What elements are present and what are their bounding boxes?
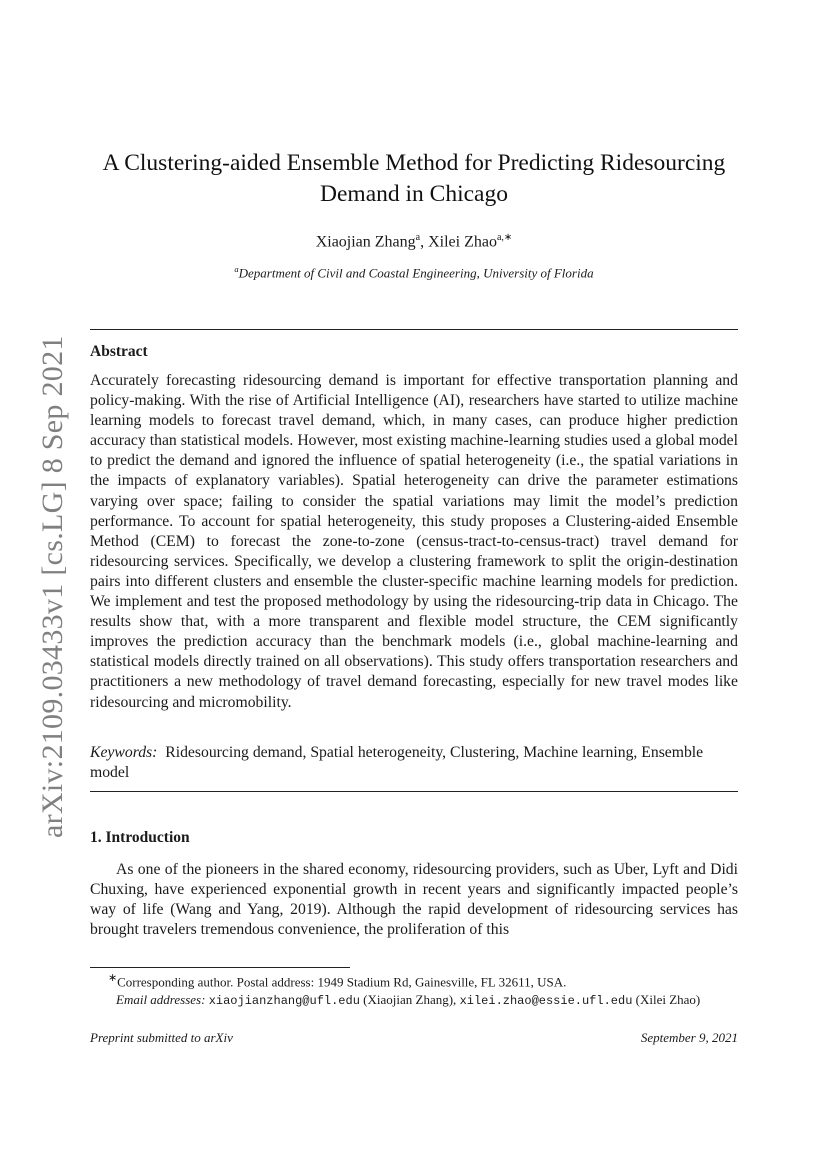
affiliation [90, 264, 738, 281]
author-name: Xiaojian Zhang [315, 233, 416, 251]
keywords [90, 743, 738, 783]
footnote-rule [90, 967, 350, 968]
affiliation-text: Department of Civil and Coastal Engineering, University of Florida [238, 265, 594, 281]
introduction-paragraph: As one of the pioneers in the shared economy, ridesourcing providers, such as Uber, Lyft and Didi Chuxing, have experienced exponential growth in recent years and significantly impacted people’s way of life (Wang and Yang, 2019). Although the rapid development of ridesourcing services has brought travelers tremendous convenience, the proliferation of this [90, 861, 738, 939]
author-list [90, 232, 738, 251]
paper-title: A Clustering-aided Ensemble Method for Predicting Ridesourcing Demand in Chicago [102, 150, 726, 207]
email-link[interactable]: xiaojianzhang@ufl.edu [208, 993, 360, 1008]
footnote-mark: ∗ [108, 972, 118, 984]
abstract-text: Accurately forecasting ridesourcing demand is important for effective transportation planning and policy-making. With the rise of Artificial Intelligence (AI), researchers have started to utilize machine learning models to forecast travel demand, which, in many cases, can produce higher prediction accuracy than statistical models. However, most existing machine-learning studies used a global model to predict the demand and ignored the influence of spatial heterogeneity (i.e., the spatial variations in the impacts of explanatory variables). Spatial heterogeneity can drive the parameter estimations varying over space; failing to consider the spatial variations may limit the model’s prediction performance. To account for spatial heterogeneity, this study proposes a Clustering-aided Ensemble Method (CEM) to forecast the zone-to-zone (census-tract-to-census-tract) travel demand for ridesourcing services. Specifically, we develop a clustering framework to split the origin-destination pairs into different clusters and ensemble the cluster-specific machine learning models for prediction. We implement and test the proposed methodology by using the ridesourcing-trip data in Chicago. The results show that, with a more transparent and flexible model structure, the CEM significantly improves the prediction accuracy than the benchmark models (i.e., global machine-learning and statistical models directly trained on all observations). This study offers transportation researchers and practitioners a new methodology of travel demand forecasting, especially for new travel modes like ridesourcing and micromobility. [90, 372, 738, 711]
email-link[interactable]: xilei.zhao@essie.ufl.edu [459, 993, 633, 1008]
author-affiliation-mark: a,∗ [496, 232, 513, 243]
footnotes [90, 970, 738, 1010]
abstract-top-rule [90, 329, 738, 330]
author-name: Xilei Zhao [428, 233, 497, 251]
footnote-corresponding [90, 970, 738, 991]
abstract-heading: Abstract [90, 343, 148, 360]
footer-date: September 9, 2021 [640, 1030, 738, 1045]
author-affiliation-mark: a [415, 232, 421, 243]
keywords-text: Ridesourcing demand, Spatial heterogeneity, Clustering, Machine learning, Ensemble model [90, 744, 704, 782]
keywords-label: Keywords: [90, 744, 158, 761]
author-separator: , [420, 233, 429, 251]
section-heading-introduction: 1. Introduction [90, 829, 190, 846]
footnote-corresponding-text: Corresponding author. Postal address: 1949 Stadium Rd, Gainesville, FL 32611, USA. [117, 974, 567, 990]
email-owner: (Xiaojian Zhang), [363, 991, 457, 1007]
email-label: Email addresses: [116, 991, 206, 1007]
affiliation-mark: a [234, 264, 239, 274]
arxiv-identifier[interactable]: arXiv:2109.03433v1 [cs.LG] 8 Sep 2021 [36, 335, 69, 838]
email-owner: (Xilei Zhao) [635, 991, 701, 1007]
footer-preprint-note: Preprint submitted to arXiv [90, 1030, 233, 1045]
abstract-bottom-rule [90, 791, 738, 792]
footnote-emails [90, 991, 738, 1011]
